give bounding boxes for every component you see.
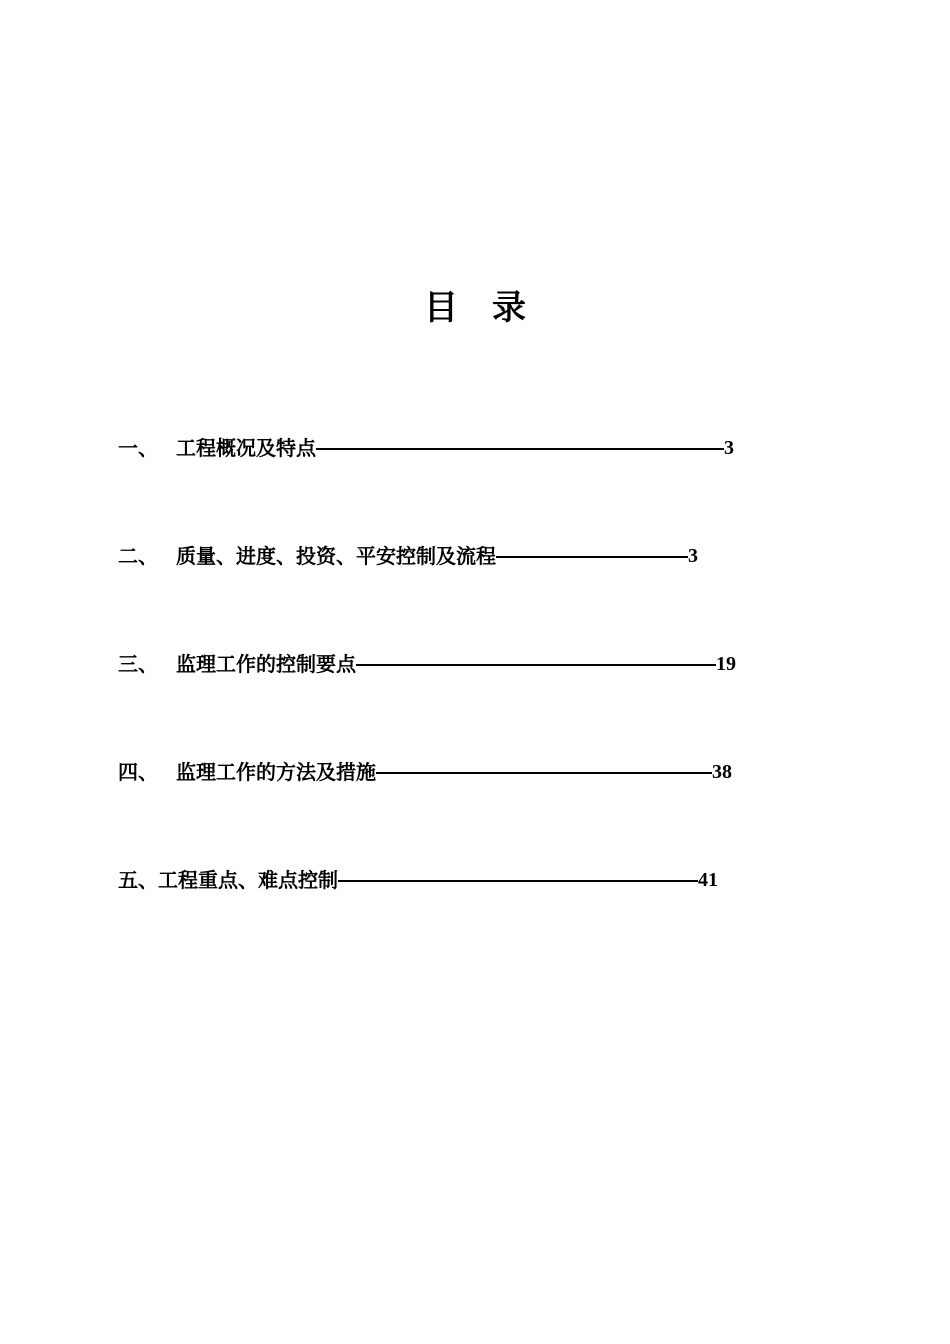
toc-leader-line [496, 556, 688, 558]
toc-entry-number: 三、 [118, 652, 158, 676]
toc-leader-line [376, 772, 712, 774]
toc-entry-number: 一、 [118, 436, 158, 460]
toc-entry-page: 19 [716, 653, 736, 675]
toc-title: 目 录 [424, 288, 526, 328]
toc-entry-page: 41 [698, 869, 718, 891]
toc-entry-number: 五、 [118, 868, 158, 892]
toc-entry-text: 质量、进度、投资、平安控制及流程 [176, 544, 496, 568]
toc-entry [118, 428, 734, 468]
toc-leader-line [356, 664, 716, 666]
toc-entry-text: 工程概况及特点 [176, 436, 316, 460]
toc-entry-number: 二、 [118, 544, 158, 568]
toc-entry-number: 四、 [118, 760, 158, 784]
toc-leader-line [316, 448, 724, 450]
toc-entry-text: 工程重点、难点控制 [158, 868, 338, 892]
toc-entry [118, 860, 718, 900]
toc-entry-page: 38 [712, 761, 732, 783]
toc-entry [118, 644, 736, 684]
toc-entry [118, 752, 732, 792]
toc-entry-text: 监理工作的控制要点 [176, 652, 356, 676]
toc-leader-line [338, 880, 698, 882]
toc-entry-page: 3 [724, 437, 734, 459]
toc-entry-page: 3 [688, 545, 698, 567]
toc-entry [118, 536, 698, 576]
toc-entry-text: 监理工作的方法及措施 [176, 760, 376, 784]
